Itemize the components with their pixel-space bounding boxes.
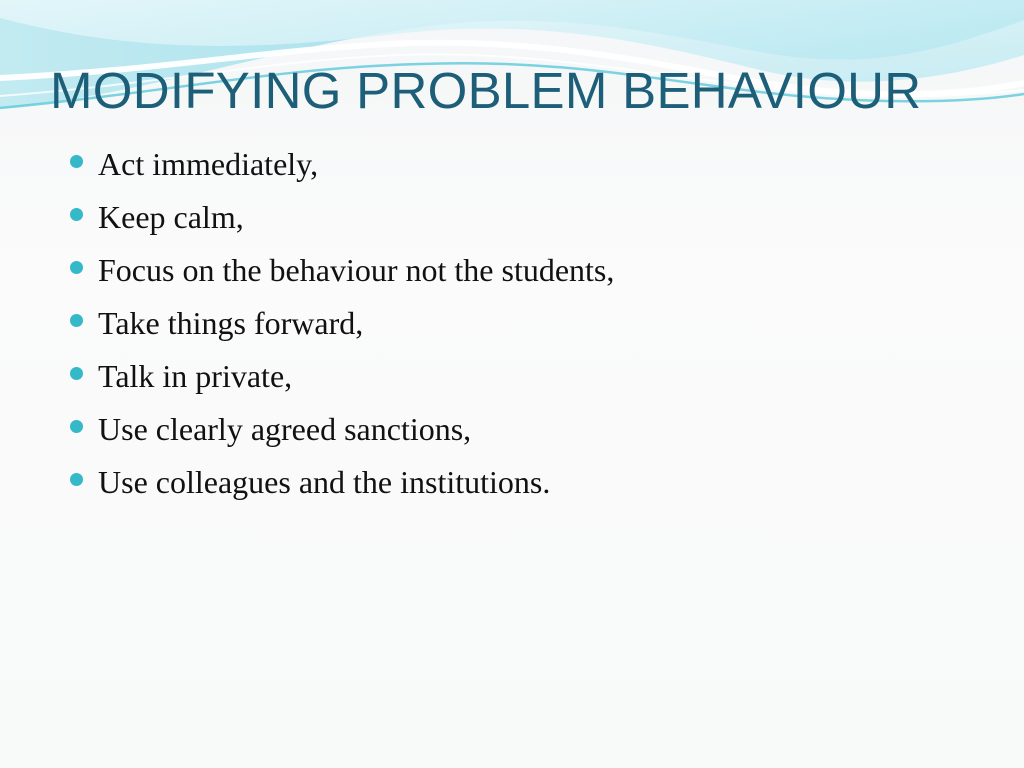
bullet-marker-icon — [70, 155, 83, 168]
bullet-marker-icon — [70, 261, 83, 274]
bullet-item — [70, 244, 614, 297]
bullet-text: Act immediately, — [98, 146, 319, 182]
bullet-text: Focus on the behaviour not the students, — [98, 252, 615, 288]
slide-title: MODIFYING PROBLEM BEHAVIOUR — [50, 62, 922, 119]
bullet-item — [70, 403, 614, 456]
bullet-marker-icon — [70, 367, 83, 380]
bullet-marker-icon — [70, 473, 83, 486]
bullet-item — [70, 456, 614, 509]
bullet-text: Keep calm, — [98, 199, 244, 235]
bullet-marker-icon — [70, 420, 83, 433]
bullet-marker-icon — [70, 314, 83, 327]
bullet-item — [70, 350, 614, 403]
bullet-marker-icon — [70, 208, 83, 221]
bullet-list — [70, 138, 614, 509]
bullet-text: Use colleagues and the institutions. — [98, 464, 551, 500]
bullet-text: Use clearly agreed sanctions, — [98, 411, 472, 447]
bullet-text: Talk in private, — [98, 358, 293, 394]
bullet-text: Take things forward, — [98, 305, 364, 341]
bullet-item — [70, 138, 614, 191]
bullet-item — [70, 297, 614, 350]
bullet-item — [70, 191, 614, 244]
